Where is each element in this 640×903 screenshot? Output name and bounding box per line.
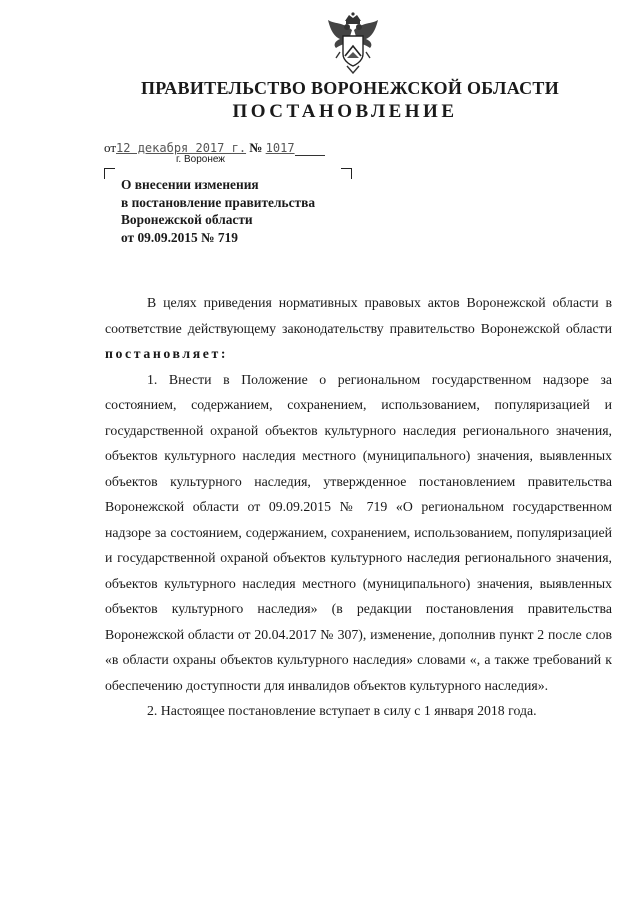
government-name: ПРАВИТЕЛЬСТВО ВОРОНЕЖСКОЙ ОБЛАСТИ: [140, 78, 560, 98]
item-2-paragraph: 2. Настоящее постановление вступает в силу с 1 января 2018 года.: [147, 703, 537, 718]
subject-bracket-left: [104, 168, 115, 179]
document-number: 1017: [265, 141, 295, 155]
city: г. Воронеж: [176, 154, 225, 165]
preamble-paragraph: [105, 290, 612, 367]
document-subject: [121, 176, 315, 246]
item-1-paragraph: 1. Внести в Положение о региональном государственном надзоре за состоянием, содержанием, сохранением, использованием, популяризацией и государственной охраной объектов культурного наследия регионального значения, объектов культурного наследия местного (муниципального) значения, выявленных объектов культурного наследия, утвержденное постановлением правительства Воронежской области от 09.09.2015 № 719 «О региональном государственном надзоре за состоянием, содержанием, сохранением, использованием, популяризацией и государственной охраной объектов культурного наследия регионального значения, объектов культурного наследия местного (муниципального) значения, выявленных объектов культурного наследия» (в редакции постановления правительства Воронежской области от 20.04.2017 № 307), изменение, дополнив пункт 2 после слов «в области охраны объектов культурного наследия» словами «, а также требований к обеспечению доступности для инвалидов объектов культурного наследия».: [105, 371, 612, 693]
subject-line: О внесении изменения: [121, 177, 259, 192]
document-body: [105, 290, 612, 724]
date-prefix: от: [104, 140, 117, 155]
coat-of-arms-icon: [325, 12, 381, 74]
resolves-word: постановляет:: [105, 346, 229, 361]
preamble-text: В целях приведения нормативных правовых актов Воронежской области в соответствие действующему законодательству правительство Воронежской области: [105, 295, 612, 336]
document-type: ПОСТАНОВЛЕНИЕ: [232, 101, 458, 122]
subject-line: Воронежской области: [121, 212, 253, 227]
subject-bracket-right: [341, 168, 352, 179]
subject-line: от 09.09.2015 № 719: [121, 229, 238, 245]
document-date: 12 декабря 2017 г.: [116, 141, 247, 155]
number-underline: [295, 155, 325, 156]
number-label: №: [249, 140, 263, 155]
subject-line: в постановление правительства: [121, 194, 316, 210]
